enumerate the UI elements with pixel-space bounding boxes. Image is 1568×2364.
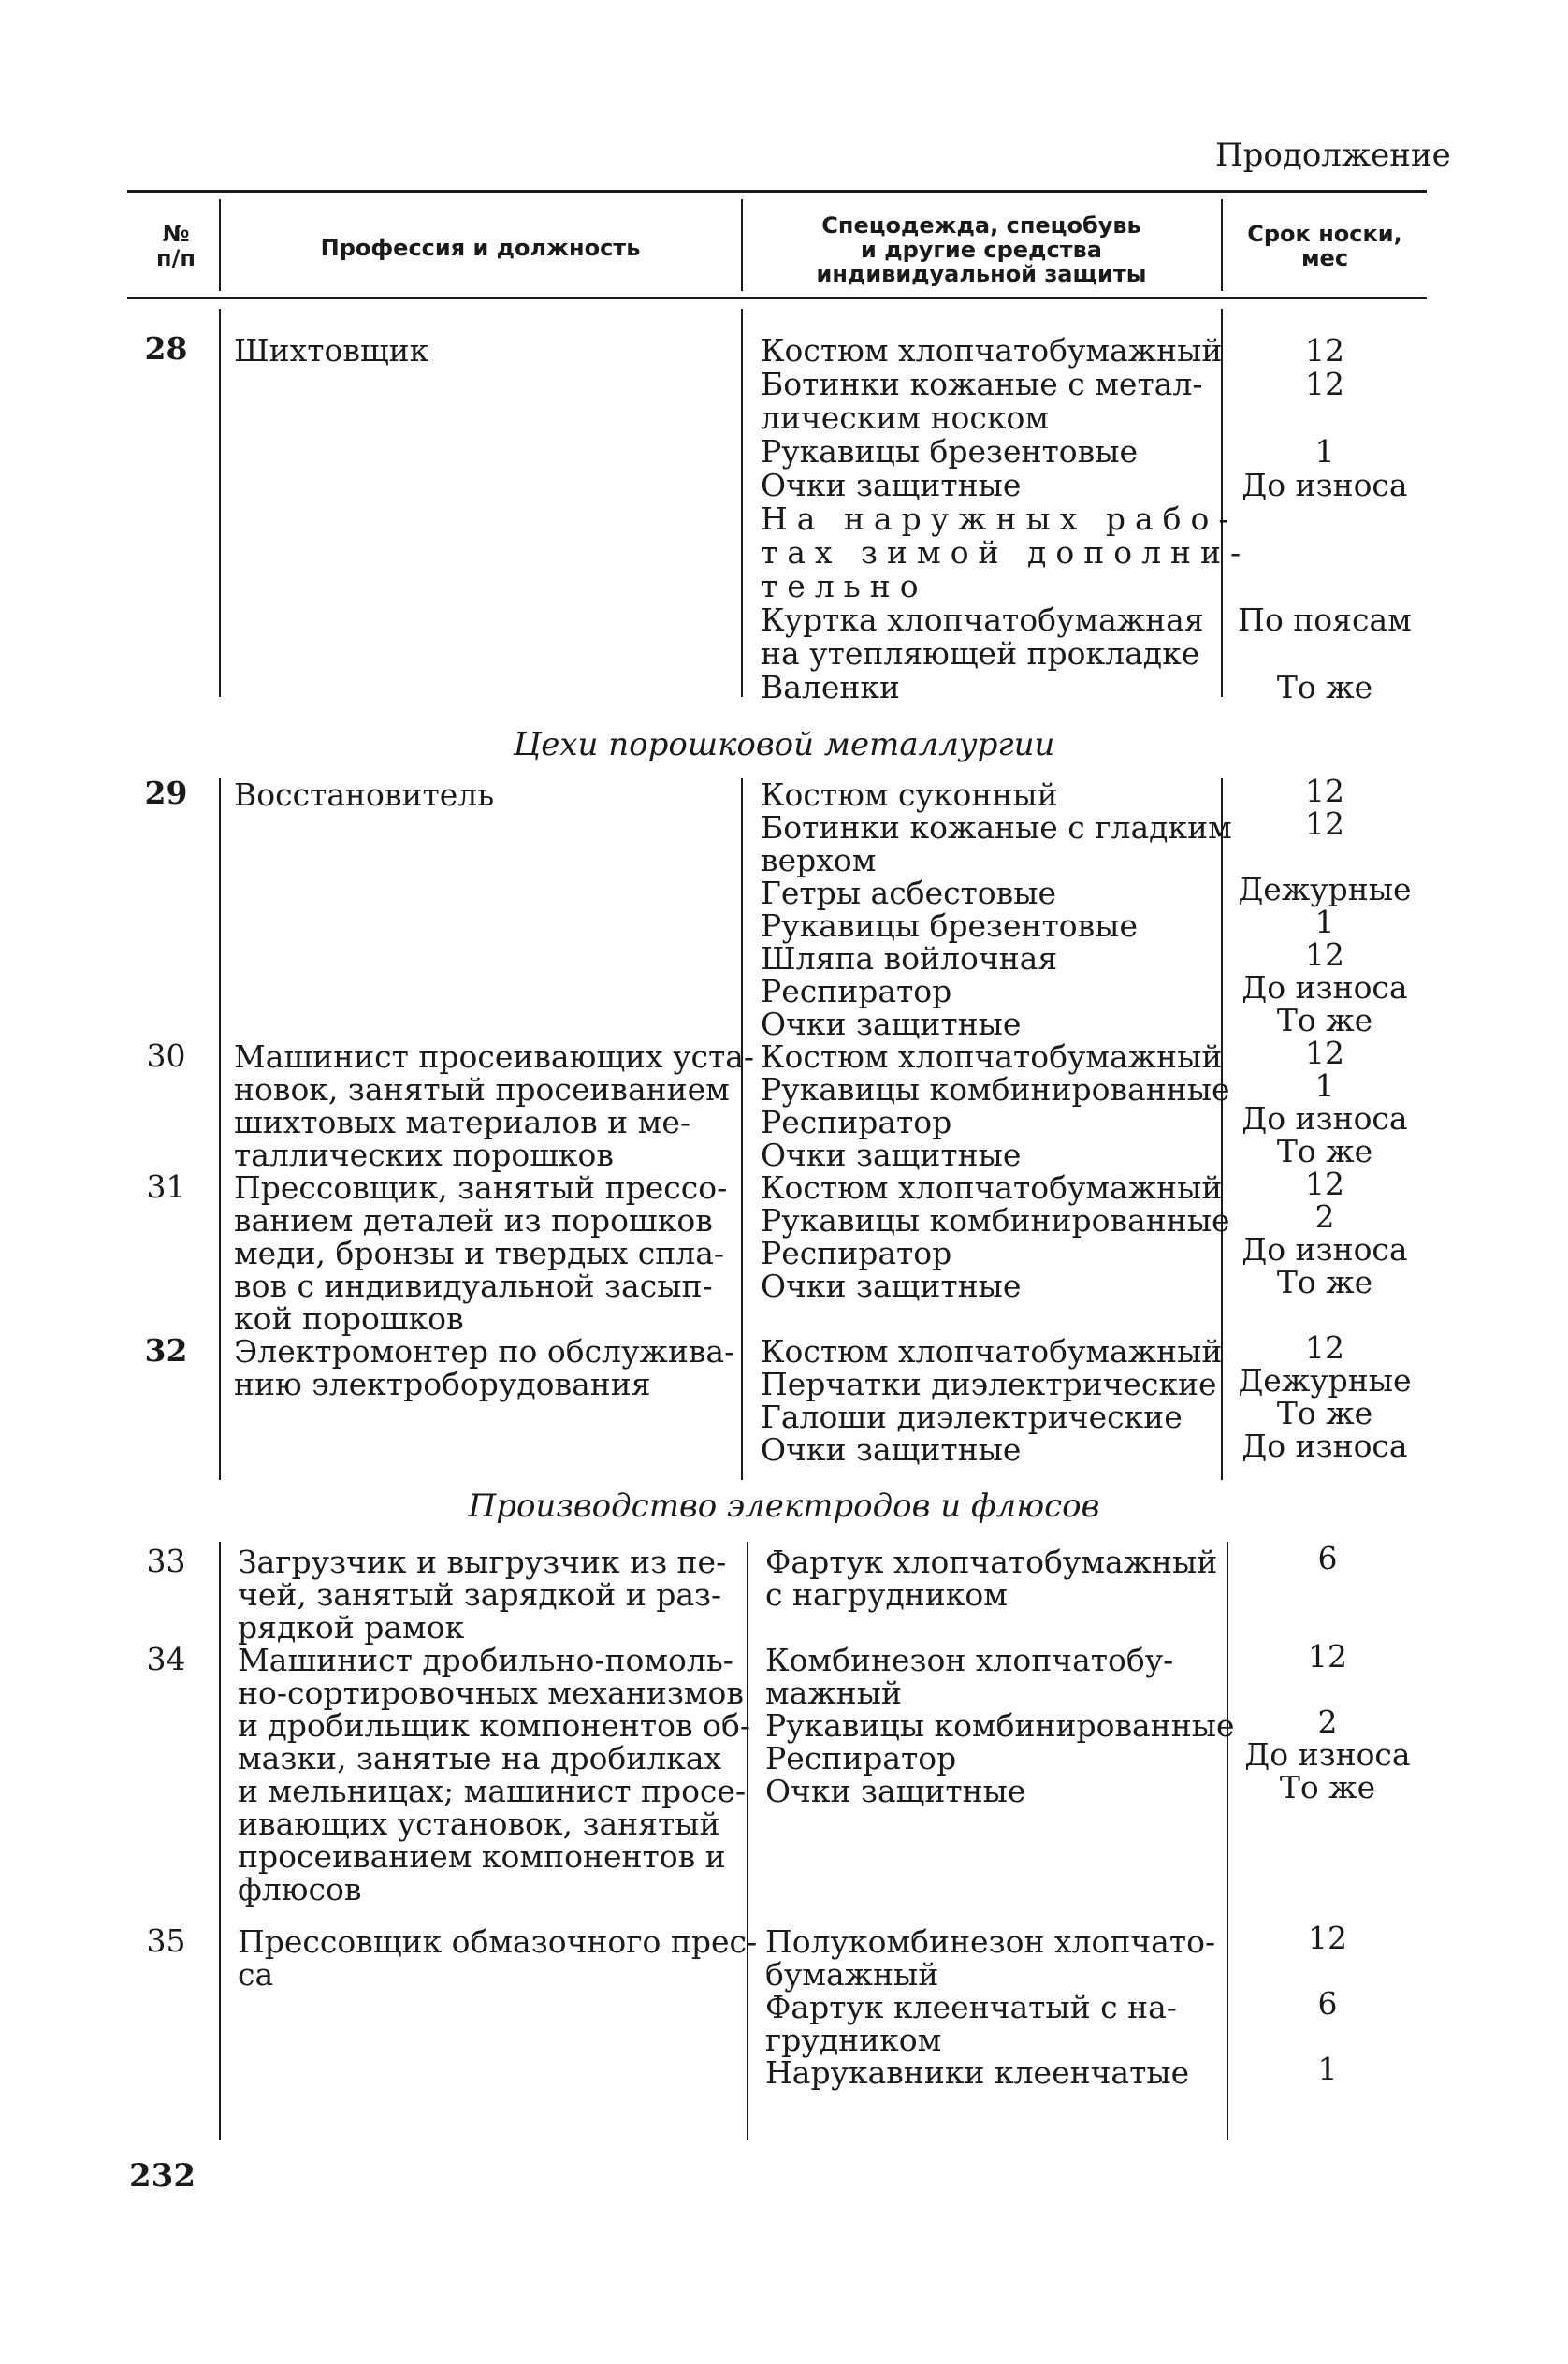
profession-line: Электромонтер по обслужива- [234,1333,735,1370]
term-value: 12 [1305,1166,1344,1202]
profession-line: таллических порошков [234,1137,615,1173]
term-value: 12 [1305,332,1344,369]
equipment-line: Рукавицы комбинированные [761,1202,1230,1239]
equipment-line: Костюм хлопчатобумажный [761,1038,1223,1075]
equipment-line: Очки защитные [765,1773,1026,1809]
profession-line: чей, занятый зарядкой и раз- [238,1576,722,1613]
term-value: 6 [1317,1985,1338,2022]
profession-line: но-сортировочных механизмов [238,1675,744,1711]
equipment-line: верхом [761,842,877,878]
header-bottom-rule [127,297,1427,299]
equipment-line: с нагрудником [765,1576,1008,1613]
equipment-line: тах зимой дополни- [761,534,1251,571]
term-value: 1 [1317,2051,1338,2087]
equipment-line: Фартук хлопчатобумажный [765,1544,1218,1580]
equipment-line: Шляпа войлочная [761,940,1058,977]
row-number: 31 [146,1168,186,1205]
equipment-line: Валенки [761,669,901,705]
profession-line: Прессовщик обмазочного прес- [238,1923,758,1960]
profession-line: ивающих установок, занятый [238,1806,720,1842]
profession-line: и мельницах; машинист просе- [238,1773,747,1809]
equipment-line: Респиратор [761,1104,952,1140]
equipment-line: Полукомбинезон хлопчато- [765,1923,1216,1960]
term-value: Дежурные [1238,1362,1412,1399]
row-number: 28 [144,330,188,367]
row-number: 32 [144,1332,188,1369]
profession-line: Восстановитель [234,776,495,813]
row-number: 35 [146,1922,186,1959]
column-separator [741,778,743,1480]
equipment-line: Гетры асбестовые [761,875,1057,911]
term-value: То же [1279,1769,1376,1806]
term-value: До износа [1241,1100,1408,1137]
row-number: 33 [146,1543,186,1579]
column-separator [1227,1542,1228,2140]
term-value: 1 [1314,1067,1335,1104]
table-top-rule [127,190,1427,193]
column-separator [219,778,221,1480]
term-value: То же [1276,1395,1373,1431]
column-separator [747,1542,748,2140]
equipment-line: Костюм суконный [761,776,1058,813]
equipment-line: грудником [765,2022,942,2058]
profession-line: вов с индивидуальной засып- [234,1268,713,1304]
term-value: До износа [1241,1428,1408,1464]
term-value: 2 [1314,1198,1335,1235]
equipment-line: Рукавицы брезентовые [761,907,1139,944]
equipment-line: Комбинезон хлопчатобу- [765,1642,1174,1678]
profession-line: новок, занятый просеиванием [234,1071,730,1108]
term-value: 2 [1317,1704,1338,1740]
equipment-line: Куртка хлопчатобумажная [761,602,1204,638]
equipment-line: Рукавицы комбинированные [761,1071,1230,1108]
term-value: 1 [1314,904,1335,940]
equipment-line: Ботинки кожаные с гладким [761,809,1232,846]
equipment-line: Очки защитные [761,1137,1022,1173]
page-number: 232 [129,2157,196,2195]
equipment-line: Очки защитные [761,467,1022,503]
profession-line: шихтовых материалов и ме- [234,1104,691,1140]
equipment-line: Костюм хлопчатобумажный [761,1333,1223,1370]
equipment-line: На наружных рабо- [761,500,1239,537]
equipment-line: Очки защитные [761,1006,1022,1042]
profession-line: кой порошков [234,1300,464,1337]
equipment-line: на утепляющей прокладке [761,635,1200,672]
profession-line: меди, бронзы и твердых спла- [234,1235,725,1271]
equipment-line: Рукавицы брезентовые [761,433,1139,470]
equipment-line: Галоши диэлектрические [761,1399,1183,1435]
term-value: 6 [1317,1540,1338,1576]
equipment-line: бумажный [765,1956,939,1993]
equipment-line: лическим носком [761,399,1050,436]
profession-line: и дробильщик компонентов об- [238,1707,750,1744]
term-value: До износа [1241,1231,1408,1268]
equipment-line: Костюм хлопчатобумажный [761,1169,1223,1206]
profession-line: нию электроборудования [234,1366,651,1402]
equipment-line: Рукавицы комбинированные [765,1707,1235,1744]
term-value: 12 [1305,366,1344,402]
term-value: До износа [1241,969,1408,1006]
equipment-line: Очки защитные [761,1431,1022,1468]
term-value: 12 [1308,1920,1347,1956]
column-separator [219,309,221,697]
equipment-line: Нарукавники клеенчатые [765,2054,1190,2091]
term-value: 12 [1308,1638,1347,1675]
term-value: 12 [1305,936,1344,973]
row-number: 30 [146,1037,186,1074]
section-heading: Производство электродов и флюсов [468,1487,1100,1525]
equipment-line: Респиратор [761,973,952,1009]
term-value: 12 [1305,1329,1344,1366]
equipment-line: Очки защитные [761,1268,1022,1304]
term-value: До износа [1241,467,1408,503]
column-header-term: Срок носки, мес [1247,221,1402,271]
term-value: 1 [1314,433,1335,470]
continuation-label: Продолжение [1215,137,1451,174]
column-separator [219,1542,221,2140]
equipment-line: Респиратор [761,1235,952,1271]
profession-line: са [238,1956,274,1993]
term-value: То же [1276,1264,1373,1300]
term-value: То же [1276,1133,1373,1169]
term-value: Дежурные [1238,871,1412,907]
profession-line: рядкой рамок [238,1609,465,1646]
term-value: То же [1276,1002,1373,1038]
profession-line: мазки, занятые на дробилках [238,1740,722,1777]
profession-line: Прессовщик, занятый прессо- [234,1169,728,1206]
profession-line: Машинист просеивающих уста- [234,1038,755,1075]
profession-line: флюсов [238,1871,362,1907]
section-heading: Цехи порошковой металлургии [513,726,1055,763]
equipment-line: тельно [761,568,928,604]
equipment-line: Фартук клеенчатый с на- [765,1989,1177,2025]
profession-line: Шихтовщик [234,332,429,369]
column-separator [741,309,743,697]
profession-line: просеиванием компонентов и [238,1838,726,1875]
term-value: До износа [1244,1736,1411,1773]
column-header-number: № п/п [156,221,196,271]
equipment-line: Ботинки кожаные с метал- [761,366,1203,402]
column-header-equipment: Спецодежда, спецобувь и другие средства индивидуальной защиты [816,212,1147,287]
profession-line: Загрузчик и выгрузчик из пе- [238,1544,727,1580]
equipment-line: Костюм хлопчатобумажный [761,332,1223,369]
column-header-profession: Профессия и должность [320,235,641,261]
row-number: 34 [146,1641,186,1677]
equipment-line: Перчатки диэлектрические [761,1366,1217,1402]
term-value: 12 [1305,773,1344,809]
equipment-line: Респиратор [765,1740,957,1777]
term-value: 12 [1305,1035,1344,1071]
equipment-line: мажный [765,1675,902,1711]
term-value: То же [1276,669,1373,705]
profession-line: Машинист дробильно-помоль- [238,1642,733,1678]
term-value: По поясам [1238,602,1412,638]
row-number: 29 [144,775,188,811]
term-value: 12 [1305,805,1344,842]
profession-line: ванием деталей из порошков [234,1202,713,1239]
